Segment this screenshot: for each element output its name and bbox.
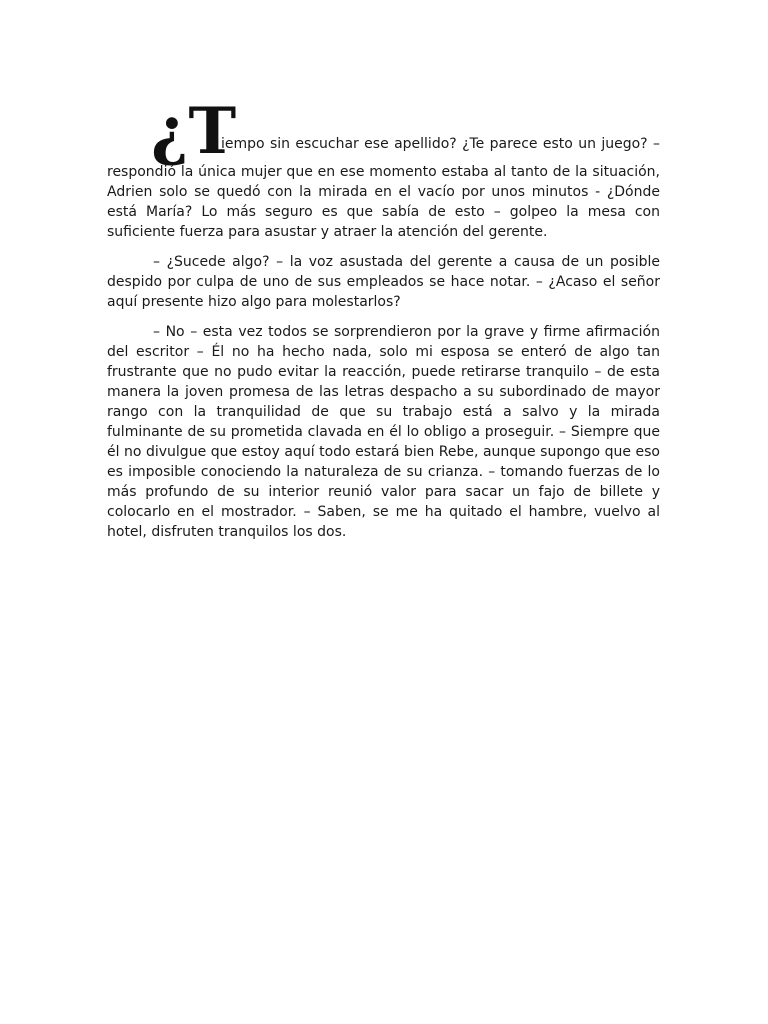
first-line (107, 94, 660, 169)
paragraph-1 (107, 94, 660, 242)
paragraph-1-text: respondió la única mujer que en ese momento estaba al tanto de la situación, Adrien solo se quedó con la mirada en el vacío por unos minutos - ¿Dónde está María? Lo más seguro es que sabía de esto – golpeo la mesa con suficiente fuerza para asustar y atraer la atención del gerente. (107, 164, 660, 240)
text-body (107, 94, 660, 552)
paragraph-3: – No – esta vez todos se sorprendieron por la grave y firme afirmación del escritor – Él no ha hecho nada, solo mi esposa se enteró de algo tan frustrante que no pudo evitar la reacción, puede retirarse tranquilo – de esta manera la joven promesa de las letras despacho a su subordinado de mayor rango con la tranquilidad de que su trabajo está a salvo y la mirada fulminante de su prometida clavada en él lo obligo a proseguir. – Siempre que él no divulgue que estoy aquí todo estará bien Rebe, aunque supongo que eso es imposible conociendo la naturaleza de su crianza. – tomando fuerzas de lo más profundo de su interior reunió valor para sacar un fajo de billete y colocarlo en el mostrador. – Saben, se me ha quitado el hambre, vuelvo al hotel, disfruten tranquilos los dos. (107, 324, 660, 540)
drop-cap: ¿T (151, 94, 237, 169)
first-line-text: iempo sin escuchar ese apellido? ¿Te parece esto un juego? – (221, 136, 660, 152)
paragraph-2: – ¿Sucede algo? – la voz asustada del gerente a causa de un posible despido por culpa de uno de sus empleados se hace notar. – ¿Acaso el señor aquí presente hizo algo para molestarlos? (107, 254, 660, 310)
